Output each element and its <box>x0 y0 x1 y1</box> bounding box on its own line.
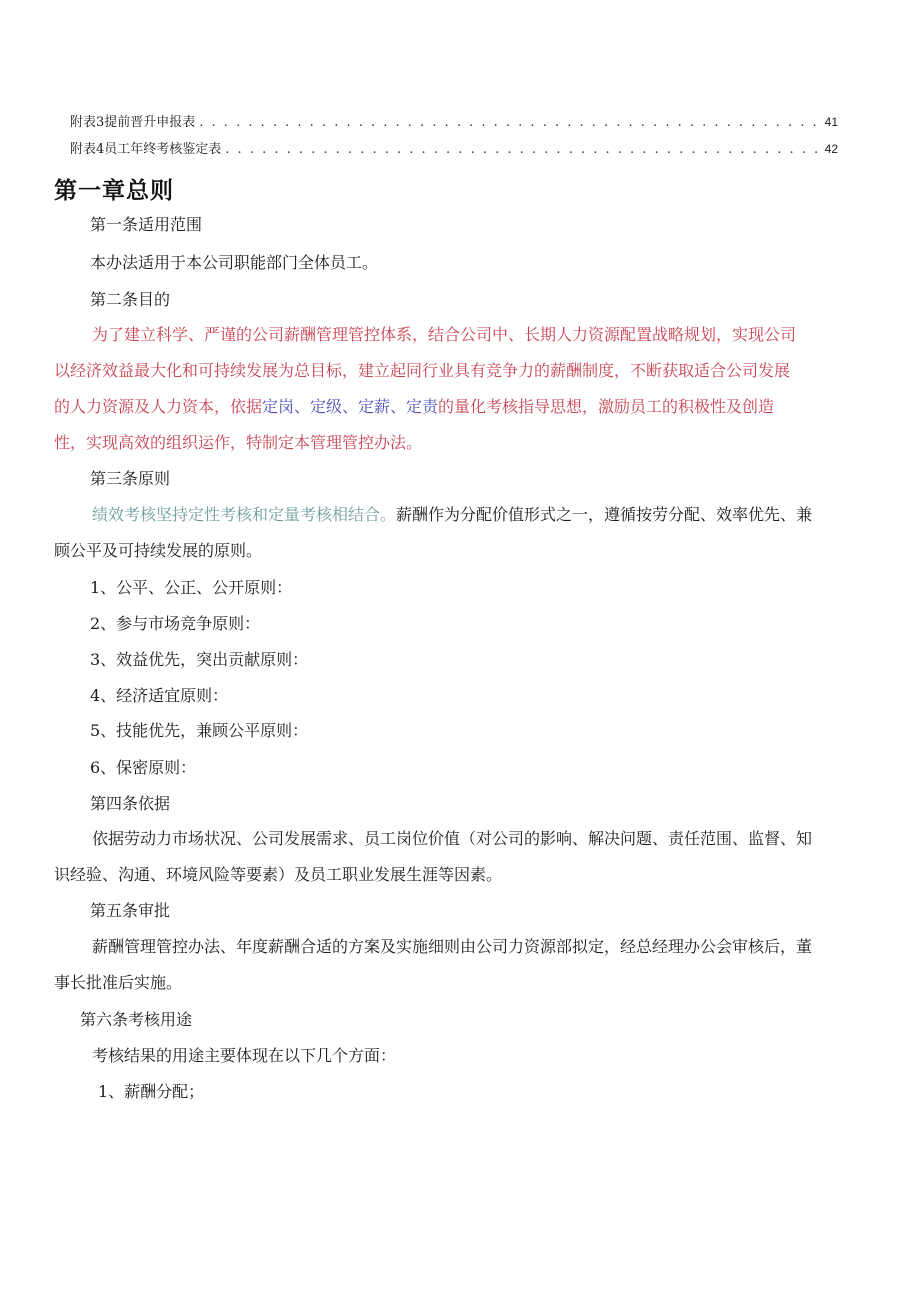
chapter-title: 第一章总则 <box>54 178 174 204</box>
toc-entry-title: 附表4员工年终考核鉴定表 <box>70 142 222 157</box>
paragraph-line: 以经济效益最大化和可持续发展为总目标，建立起同行业具有竞争力的薪酬制度，不断获取适合公司发展 <box>54 361 791 380</box>
paragraph: 本办法适用于本公司职能部门全体员工。 <box>90 253 379 272</box>
paragraph-line: 薪酬管理管控办法、年度薪酬合适的方案及实施细则由公司力资源部拟定，经总经理办公会审核后，董 <box>92 937 813 956</box>
list-item: 5、技能优先，兼顾公平原则： <box>90 721 309 740</box>
paragraph-line: 顾公平及可持续发展的原则。 <box>54 541 263 560</box>
toc-entry[interactable] <box>70 140 838 159</box>
article-heading: 第五条审批 <box>90 901 171 920</box>
toc-entry[interactable] <box>70 113 838 132</box>
paragraph-line: 事长批准后实施。 <box>54 973 183 992</box>
paragraph: 考核结果的用途主要体现在以下几个方面： <box>92 1046 397 1065</box>
text-run: 薪酬作为分配价值形式之一，遵循按劳分配、效率优先、兼 <box>396 505 813 524</box>
article-heading: 第三条原则 <box>90 469 171 488</box>
list-item: 1、公平、公正、公开原则： <box>90 578 293 597</box>
toc-leader-dots <box>199 114 820 132</box>
paragraph-line <box>54 396 774 418</box>
paragraph-line: 依据劳动力市场状况、公司发展需求、员工岗位价值（对公司的影响、解决问题、责任范围、监督、知 <box>92 829 813 848</box>
paragraph-line: 性，实现高效的组织运作，特制定本管理管控办法。 <box>54 433 423 452</box>
article-heading: 第二条目的 <box>90 290 171 309</box>
paragraph-line: 为了建立科学、严谨的公司薪酬管理管控体系，结合公司中、长期人力资源配置战略规划，实现公司 <box>92 325 797 344</box>
list-item: 4、经济适宜原则： <box>90 686 229 705</box>
text-run: 的人力资源及人力资本，依据 <box>54 397 263 416</box>
toc-entry-page: 41 <box>824 115 838 129</box>
toc-entry-page: 42 <box>824 142 838 156</box>
toc-entry-title: 附表3提前晋升申报表 <box>70 115 196 130</box>
article-heading: 第一条适用范围 <box>90 215 203 234</box>
paragraph-line: 识经验、沟通、环境风险等要素）及员工职业发展生涯等因素。 <box>54 865 503 884</box>
text-run: 的量化考核指导思想，激励员工的积极性及创造 <box>438 397 775 416</box>
list-item: 1、薪酬分配； <box>98 1082 205 1101</box>
list-item: 3、效益优先，突出贡献原则： <box>90 650 309 669</box>
highlighted-text-run: 定岗、定级、定薪、定责 <box>262 397 439 416</box>
article-heading: 第六条考核用途 <box>80 1010 193 1029</box>
list-item: 6、保密原则： <box>90 758 197 777</box>
highlighted-text-run: 绩效考核坚持定性考核和定量考核相结合。 <box>92 505 397 524</box>
toc-leader-dots <box>225 141 820 159</box>
article-heading: 第四条依据 <box>90 794 171 813</box>
paragraph-line <box>92 504 812 526</box>
list-item: 2、参与市场竞争原则： <box>90 614 261 633</box>
